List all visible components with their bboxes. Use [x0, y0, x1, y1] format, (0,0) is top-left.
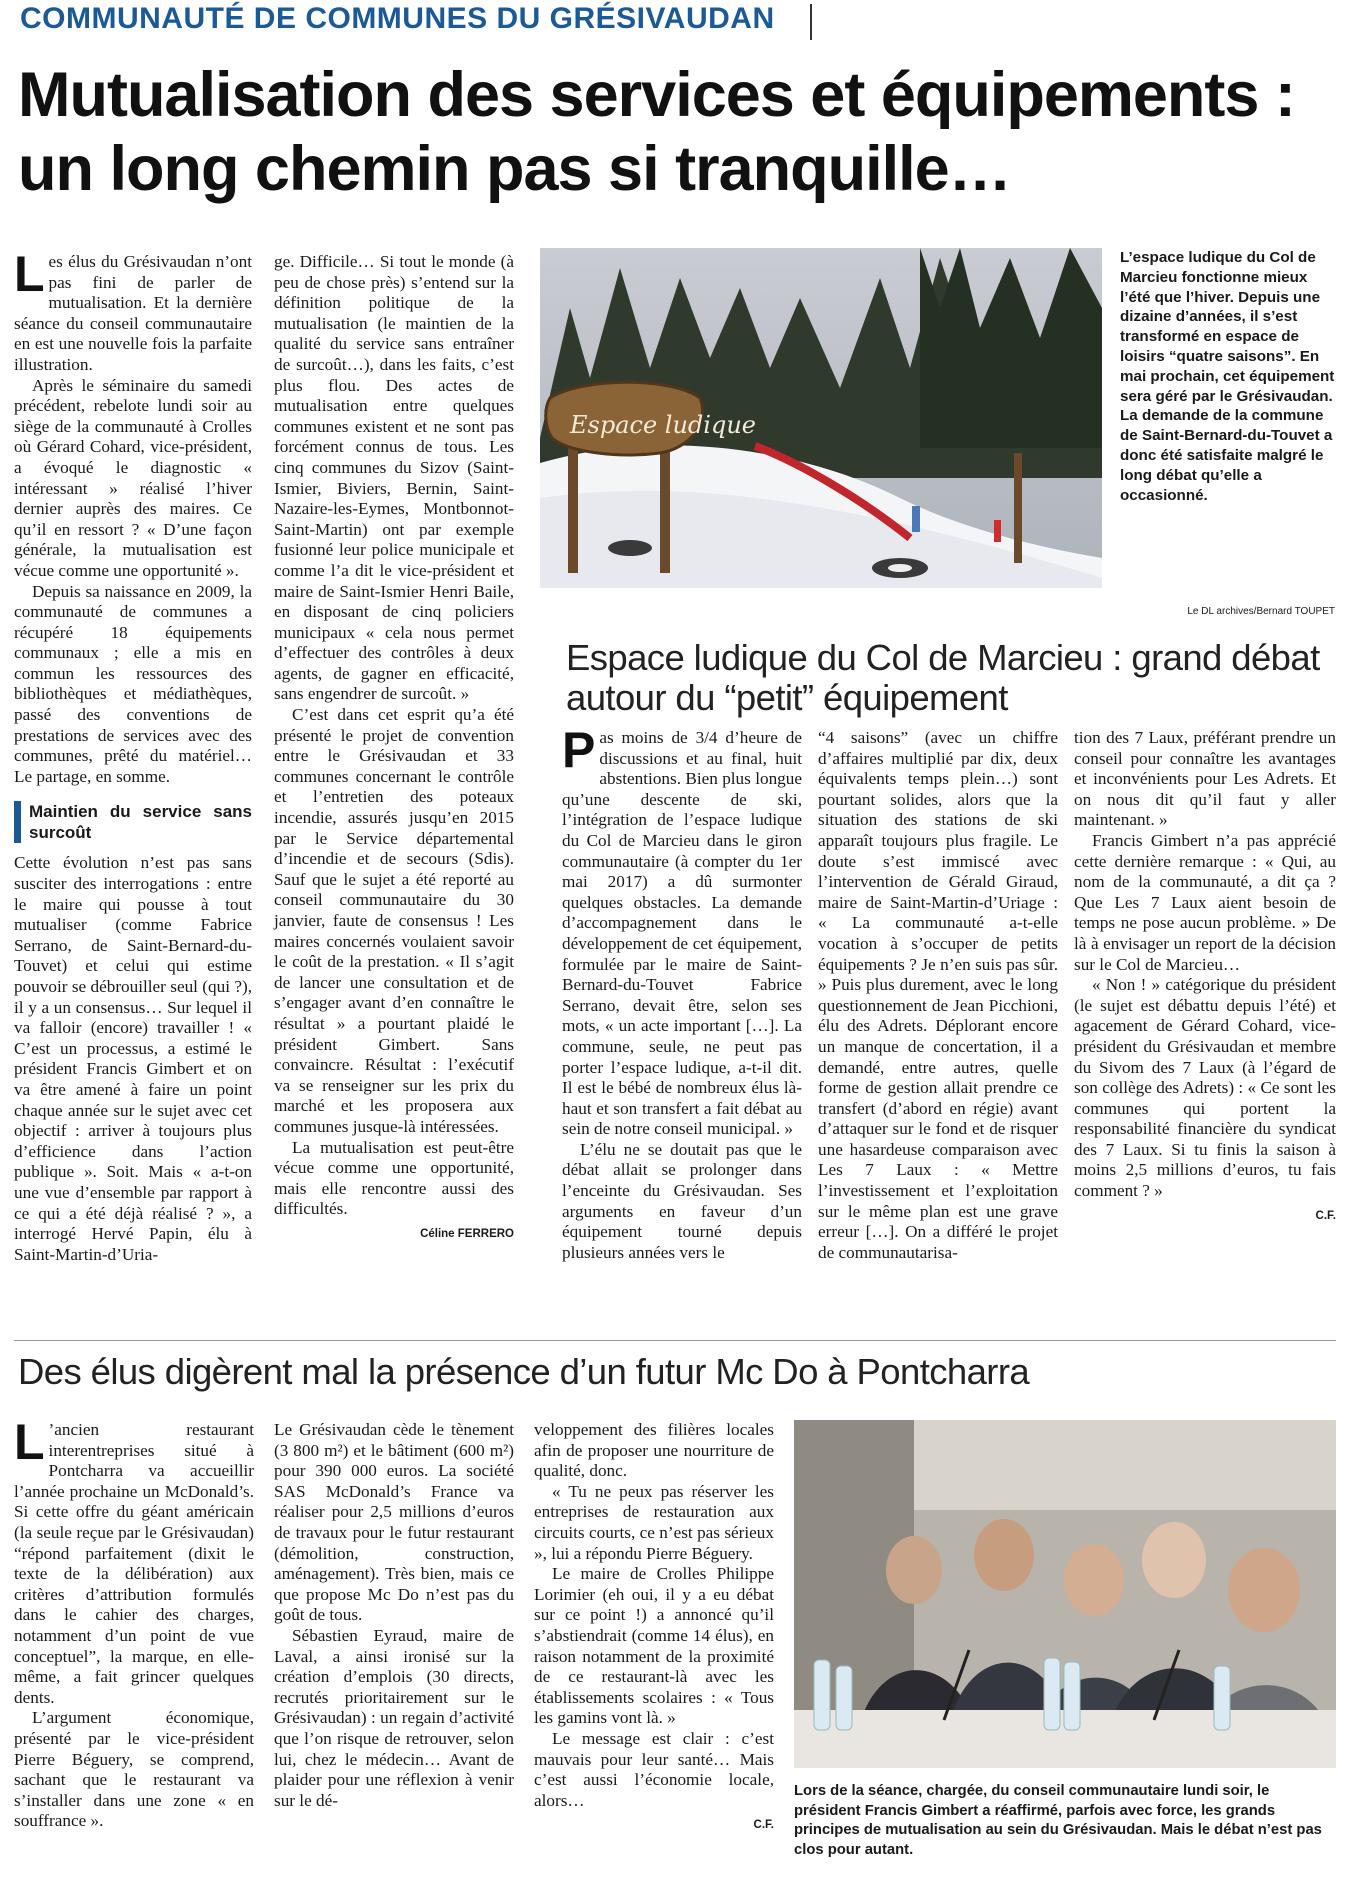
paragraph: ’ancien restaurant interentreprises situé à Pontcharra va accueillir l’année prochaine un McDonald’s. Si cette offre du géant américain (la seule reçue par le Grésivaudan) “répond parfaitement (dixit le texte de la délibération) aux critères d’attribution formulés dans le cahier des charges, notamment d’un point de vue conceptuel”, la marque, en elle-même, a fait grincer quelques dents. — [14, 1420, 254, 1707]
paragraph: Cette évolution n’est pas sans susciter des interrogations : entre le maire qui pousse à tout mutualiser (comme Fabrice Serrano, de Saint-Bernard-du-Touvet) et celui qui estime pouvoir se débrouiller seul (qui ?), il y a un consensus… Sur lequel il va falloir (encore) travailler ! « C’est un processus, a estimé le président Francis Gimbert et on va être amené à faire un point chaque année sur le sujet avec cet objectif : arriver à toujours plus d’efficience dans l’action publique ». Soit. Mais « a-t-on une vue d’ensemble par rapport à ce qui a été déjà réalisé ? », a interrogé Hervé Papin, élu à Saint-Martin-d’Uria- — [14, 853, 252, 1264]
photo-espace-ludique — [540, 248, 1102, 588]
article2-column-1 — [562, 722, 802, 1263]
photo2-caption: Lors de la séance, chargée, du conseil communautaire lundi soir, le président Francis Gimbert a réaffirmé, parfois avec force, les grands principes de mutualisation au sein du Grésivaudan. Mais le débat n’est pas clos pour autant. — [794, 1783, 1322, 1858]
paragraph: as moins de 3/4 d’heure de discussions et au final, huit abstentions. Bien plus longue qu’une descente de ski, l’intégration de l’espace ludique du Col de Marcieu dans le giron communautaire (à compter du 1er mai 2017) a dû surmonter quelques obstacles. La demande d’accompagnement dans le développement de cet équipement, formulée par le maire de Saint-Bernard-du-Touvet Fabrice Serrano, devait être, selon ses mots, « un acte important […]. La commune, seule, ne peut pas porter l’espace ludique, a-t-il dit. Il est le bébé de nombreux élus là-haut et son transfert a fait débat au sein de notre conseil municipal. » — [562, 728, 802, 1139]
main-headline: Mutualisation des services et équipements : un long chemin pas si tranquille… — [18, 60, 1295, 204]
paragraph: La mutualisation est peut-être vécue comme une opportunité, mais elle rencontre aussi des difficultés. — [274, 1137, 514, 1219]
article3-column-1 — [14, 1414, 254, 1832]
paragraph: Depuis sa naissance en 2009, la communauté de communes a récupéré 18 équipements communaux ; elle a mis en commun les ressources des bibliothèques et médiathèques, passé des conventions de prestations de services avec des communes, prêté du matériel… Le partage, en somme. — [14, 581, 252, 786]
paragraph: tion des 7 Laux, préférant prendre un conseil pour connaître les avantages et inconvénients pour Les Adrets. Et on nous dit qu’il faut y aller maintenant. » — [1074, 728, 1336, 830]
article2-headline: Espace ludique du Col de Marcieu : grand débat autour du “petit” équipement — [566, 637, 1320, 718]
section-kicker: COMMUNAUTÉ DE COMMUNES DU GRÉSIVAUDAN — [20, 2, 775, 35]
article1-subhead: Maintien du service sans surcoût — [14, 801, 252, 843]
dropcap: L — [14, 246, 45, 302]
paragraph: Sébastien Eyraud, maire de Laval, a ainsi ironisé sur la création d’emplois (30 directs, recrutés prioritairement sur le Grésivaudan) : un regain d’activité que l’on risque de retrouver, selon lui, chez le médecin… Avant de plaider pour une réflexion à venir sur le dé- — [274, 1625, 514, 1810]
paragraph: « Non ! » catégorique du président (le sujet est débattu depuis l’été) et agacement de Gérard Cohard, vice-président du Grésivaudan et membre du Sivom des 7 Laux (à l’égard de son collège des Adrets) : « Ce sont les communes qui portent la responsabilité financière du syndicat des 7 Laux. Si tu finis la saison à moins 2,5 millions d’euros, tu fais comment ? » — [1074, 975, 1336, 1201]
paragraph: « Tu ne peux pas réserver les entreprises de restauration aux circuits courts, ce n’est pas sérieux », lui a répondu Pierre Béguery. — [534, 1481, 774, 1563]
photo-council-meeting — [794, 1420, 1336, 1768]
paragraph: es élus du Grésivaudan n’ont pas fini de parler de mutualisation. Et la dernière séance du conseil communautaire en est une nouvelle fois la parfaite illustration. — [14, 252, 252, 374]
paragraph: ge. Difficile… Si tout le monde (à peu de chose près) s’entend sur la définition politique de la mutualisation (le maintien de la qualité du service sans entraîner de surcoût…), dans les faits, c’est plus flou. Des actes de mutualisation entre quelques communes existent et ne sont pas forcément connus de tous. Les cinq communes du Sizov (Saint-Ismier, Biviers, Bernin, Saint-Nazaire-les-Eymes, Montbonnot-Saint-Martin) ont par exemple fusionné leur police municipale et comme l’a dit le vice-président et maire de Saint-Ismier Henri Baile, en disposant de cinq policiers municipaux « cela nous permet d’effectuer des contrôles à deux agents, de gagner en efficacité, sans engendrer de surcoût. » — [274, 252, 514, 704]
paragraph: C’est dans cet esprit qu’a été présenté le projet de convention entre le Grésivaudan et 33 communes concernant le contrôle et l’entretien des poteaux incendie, assurés jusqu’en 2015 par le Service départemental d’incendie et de secours (Sdis). Sauf que le sujet a été reporté au conseil communautaire du 30 janvier, faute de consensus ! Les maires concernés voulaient savoir le coût de la prestation. « Il s’agit de lancer une consultation et de s’engager avant d’en connaître le résultat » a pourtant plaidé le président Gimbert. Sans convaincre. Résultat : l’exécutif va se renseigner sur les prix du marché et les proposera aux communes jusque-là intéressées. — [274, 705, 514, 1136]
meeting-image — [794, 1420, 1336, 1768]
dropcap: P — [562, 722, 596, 778]
article1-column-2 — [274, 252, 514, 1245]
byline: Céline FERRERO — [420, 1227, 514, 1240]
paragraph: Francis Gimbert n’a pas apprécié cette dernière remarque : « Qui, au nom de la communauté, a dit ça ? Que Les 7 Laux aient besoin de temps ne pose aucun problème. » De là à envisager un report de la décision sur le Col de Marcieu… — [1074, 830, 1336, 974]
photo1-caption: L’espace ludique du Col de Marcieu fonctionne mieux l’été que l’hiver. Depuis une dizaine d’années, il s’est transformé en espace de loisirs “quatre saisons”. En mai prochain, cet équipement sera géré par le Grésivaudan. La demande de la commune de Saint-Bernard-du-Touvet a donc été satisfaite malgré le long débat qu’elle a occasionné. — [1120, 249, 1335, 504]
article2-column-2 — [818, 728, 1058, 1263]
paragraph: L’argument économique, présenté par le vice-président Pierre Béguery, se comprend, sachant que le restaurant va s’installer dans une zone « en souffrance ». — [14, 1708, 254, 1831]
paragraph: “4 saisons” (avec un chiffre d’affaires multiplié par dix, deux équivalents temps plein…) sont pourtant solides, alors que la situation des stations de ski apparaît toujours plus fragile. Le doute s’est immiscé avec l’intervention de Gérald Giraud, maire de Saint-Martin-d’Uriage : « La communauté a-t-elle vocation à s’occuper de petits équipements ? Je n’en suis pas sûr. » Puis plus durement, avec le long questionnement de Jean Picchioni, élu des Adrets. Déplorant encore un manque de concertation, il a demandé, entre autres, quelle forme de gestion allait prendre ce transfert (d’abord en régie) avant d’attaquer sur le fond et de risquer une hasardeuse comparaison avec Les 7 Laux : « Mettre l’investissement et l’exploitation sur le même plan est une grave erreur […]. On a différé le projet de communautarisa- — [818, 728, 1058, 1262]
article3-column-3 — [534, 1420, 774, 1836]
article2-column-3 — [1074, 728, 1336, 1226]
photo1-credit: Le DL archives/Bernard TOUPET — [1187, 606, 1335, 617]
article3-column-2 — [274, 1420, 514, 1811]
byline: C.F. — [1315, 1209, 1336, 1222]
dropcap: L — [14, 1414, 45, 1470]
article3-headline: Des élus digèrent mal la présence d’un futur Mc Do à Pontcharra — [18, 1351, 1030, 1392]
paragraph: Le Grésivaudan cède le tènement (3 800 m²) et le bâtiment (600 m²) pour 390 000 euros. La société SAS McDonald’s France va réaliser pour 2,5 millions d’euros de travaux pour le futur restaurant (démolition, construction, aménagement). Très bien, mais ce que propose Mc Do n’est pas du goût de tous. — [274, 1420, 514, 1625]
section-divider — [14, 1340, 1336, 1341]
sign-text: Espace ludique — [570, 411, 756, 439]
article1-column-1 — [14, 246, 252, 1265]
paragraph: L’élu ne se doutait pas que le débat allait se prolonger dans l’enceinte du Grésivaudan. Ses arguments en faveur d’un équipement tourné depuis plusieurs années vers le — [562, 1139, 802, 1262]
paragraph: Après le séminaire du samedi précédent, rebelote lundi soir au siège de la communauté à Crolles où Gérard Cohard, vice-président, a évoqué le diagnostic « intéressant » réalisé l’hiver dernier auprès des maires. Ce qu’il en ressort ? « D’une façon générale, la mutualisation est vécue comme une opportunité ». — [14, 375, 252, 580]
byline: C.F. — [753, 1819, 774, 1832]
paragraph: Le message est clair : c’est mauvais pour leur santé… Mais c’est aussi l’économie locale, alors… — [534, 1728, 774, 1810]
kicker-divider — [810, 4, 812, 40]
paragraph: Le maire de Crolles Philippe Lorimier (eh oui, il y a eu débat sur ce point !) a annoncé qu’il s’abstiendrait (comme 14 élus), en raison notamment de la proximité de ce restaurant-là avec les établissements scolaires : « Tous les gamins vont là. » — [534, 1564, 774, 1728]
snow-scene-image — [540, 248, 1102, 588]
paragraph: veloppement des filières locales afin de proposer une nourriture de qualité, donc. — [534, 1420, 774, 1481]
